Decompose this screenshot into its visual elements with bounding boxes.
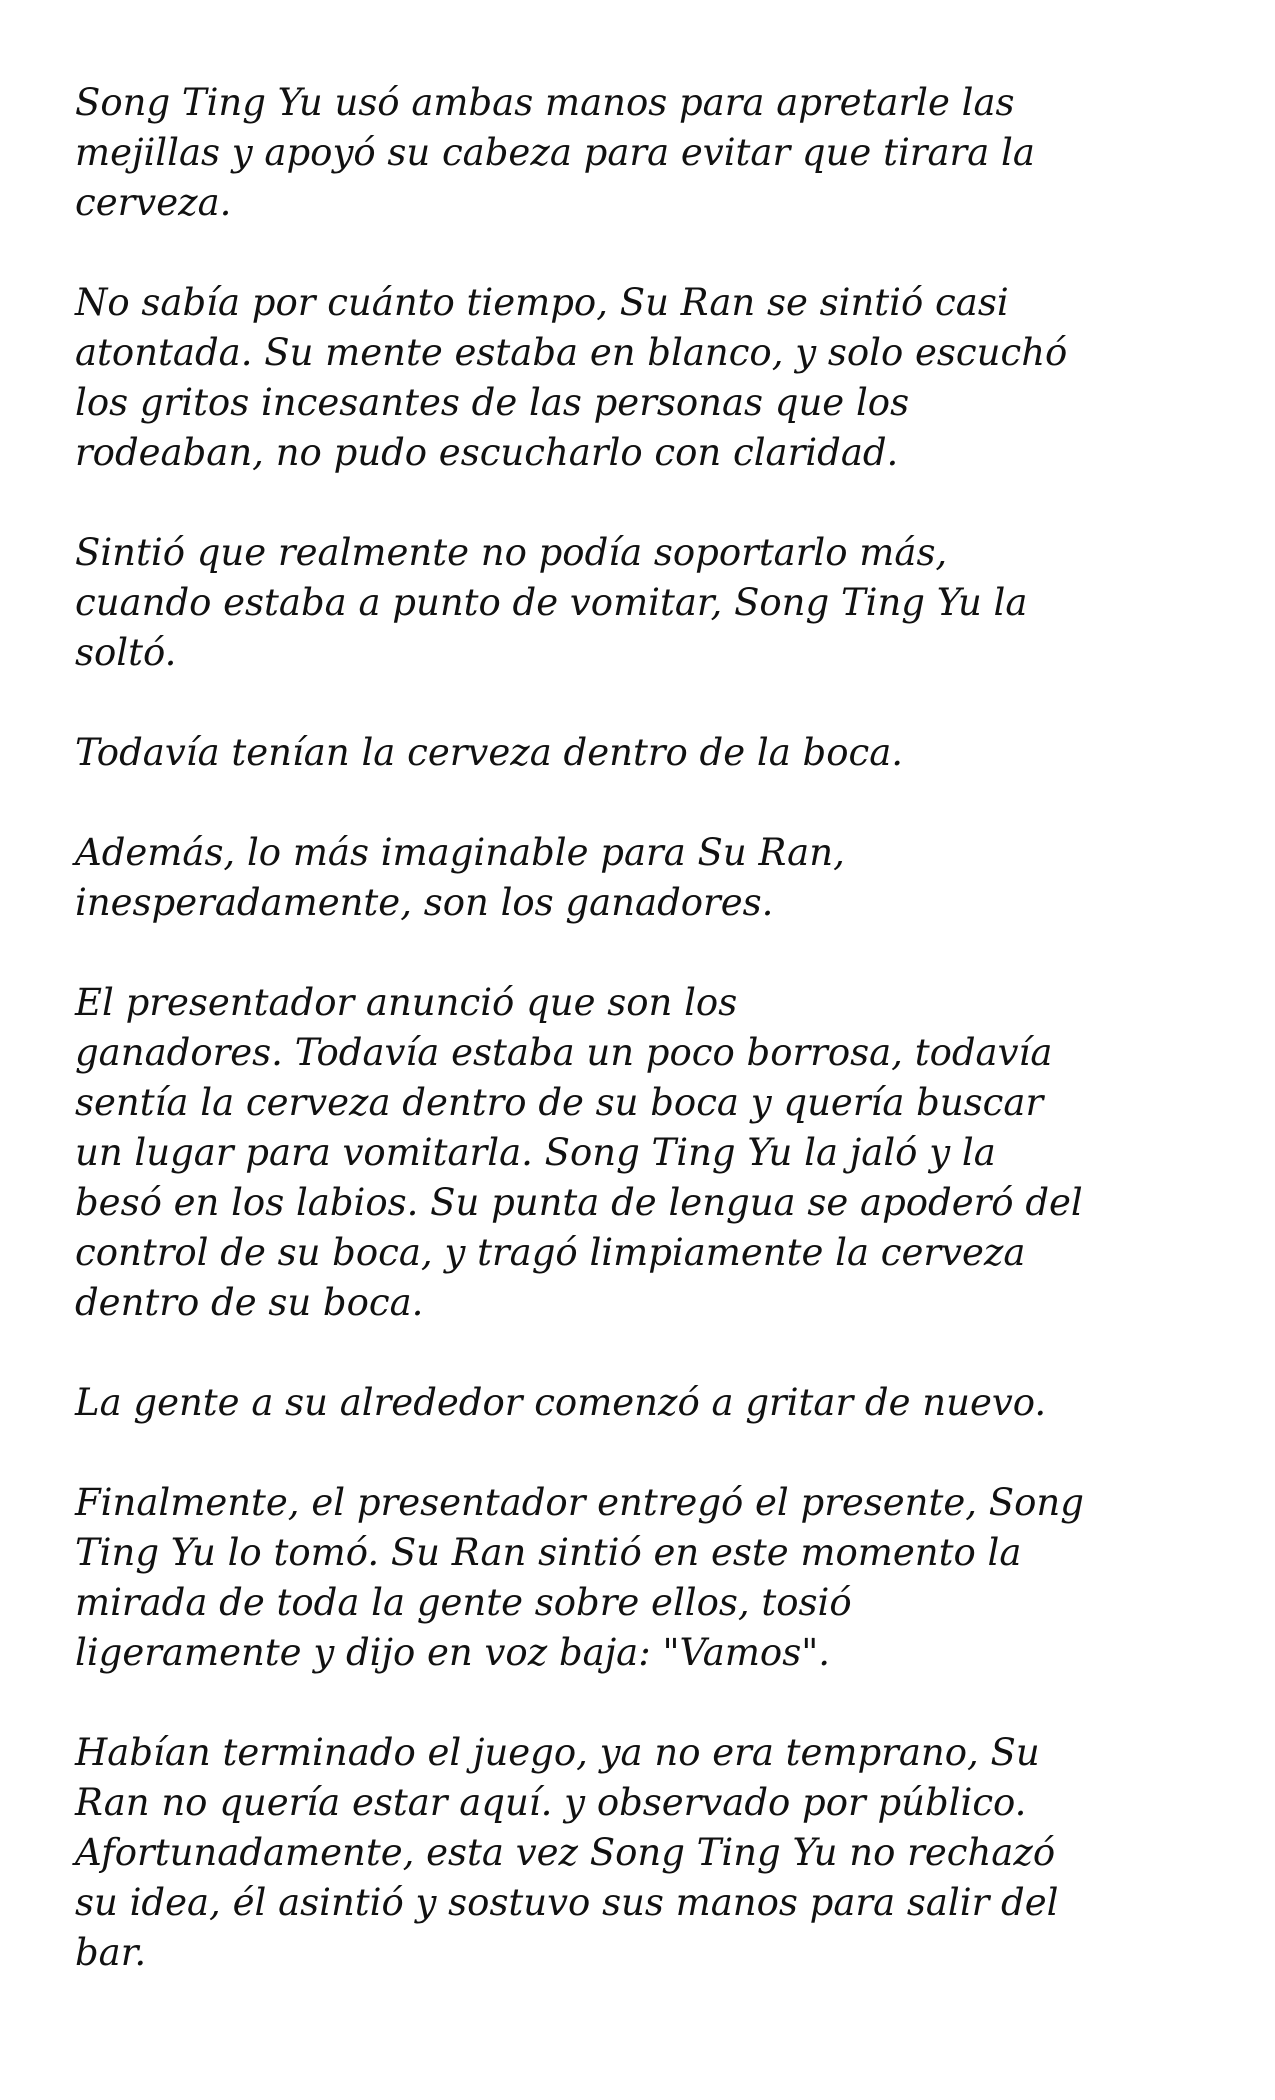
paragraph: Finalmente, el presentador entregó el presente, Song Ting Yu lo tomó. Su Ran sintió en este momento la mirada de toda la gente sobre ellos, tosió ligeramente y dijo en voz baja: "Vamos".: [75, 1481, 1084, 1674]
paragraph: Todavía tenían la cerveza dentro de la boca.: [75, 731, 904, 774]
paragraph: Además, lo más imaginable para Su Ran, inesperadamente, son los ganadores.: [75, 831, 845, 924]
paragraph: Habían terminado el juego, ya no era temprano, Su Ran no quería estar aquí. y observado por público. Afortunadamente, esta vez Song Ting Yu no rechazó su idea, él asintió y sostuvo sus manos para salir del bar.: [75, 1731, 1059, 1974]
paragraph: El presentador anunció que son los ganadores. Todavía estaba un poco borrosa, todavía sentía la cerveza dentro de su boca y quería buscar un lugar para vomitarla. Song Ting Yu la jaló y la besó en los labios. Su punta de lengua se apoderó del control de su boca, y tragó limpiamente la cerveza dentro de su boca.: [75, 981, 1083, 1324]
paragraph: Song Ting Yu usó ambas manos para apretarle las mejillas y apoyó su cabeza para evitar que tirara la cerveza.: [75, 81, 1035, 224]
paragraph: La gente a su alrededor comenzó a gritar de nuevo.: [75, 1381, 1047, 1424]
paragraph: No sabía por cuánto tiempo, Su Ran se sintió casi atontada. Su mente estaba en blanco, y solo escuchó los gritos incesantes de las personas que los rodeaban, no pudo escucharlo con claridad.: [75, 281, 1068, 474]
paragraph: Sintió que realmente no podía soportarlo más, cuando estaba a punto de vomitar, Song Ting Yu la soltó.: [75, 531, 1028, 674]
